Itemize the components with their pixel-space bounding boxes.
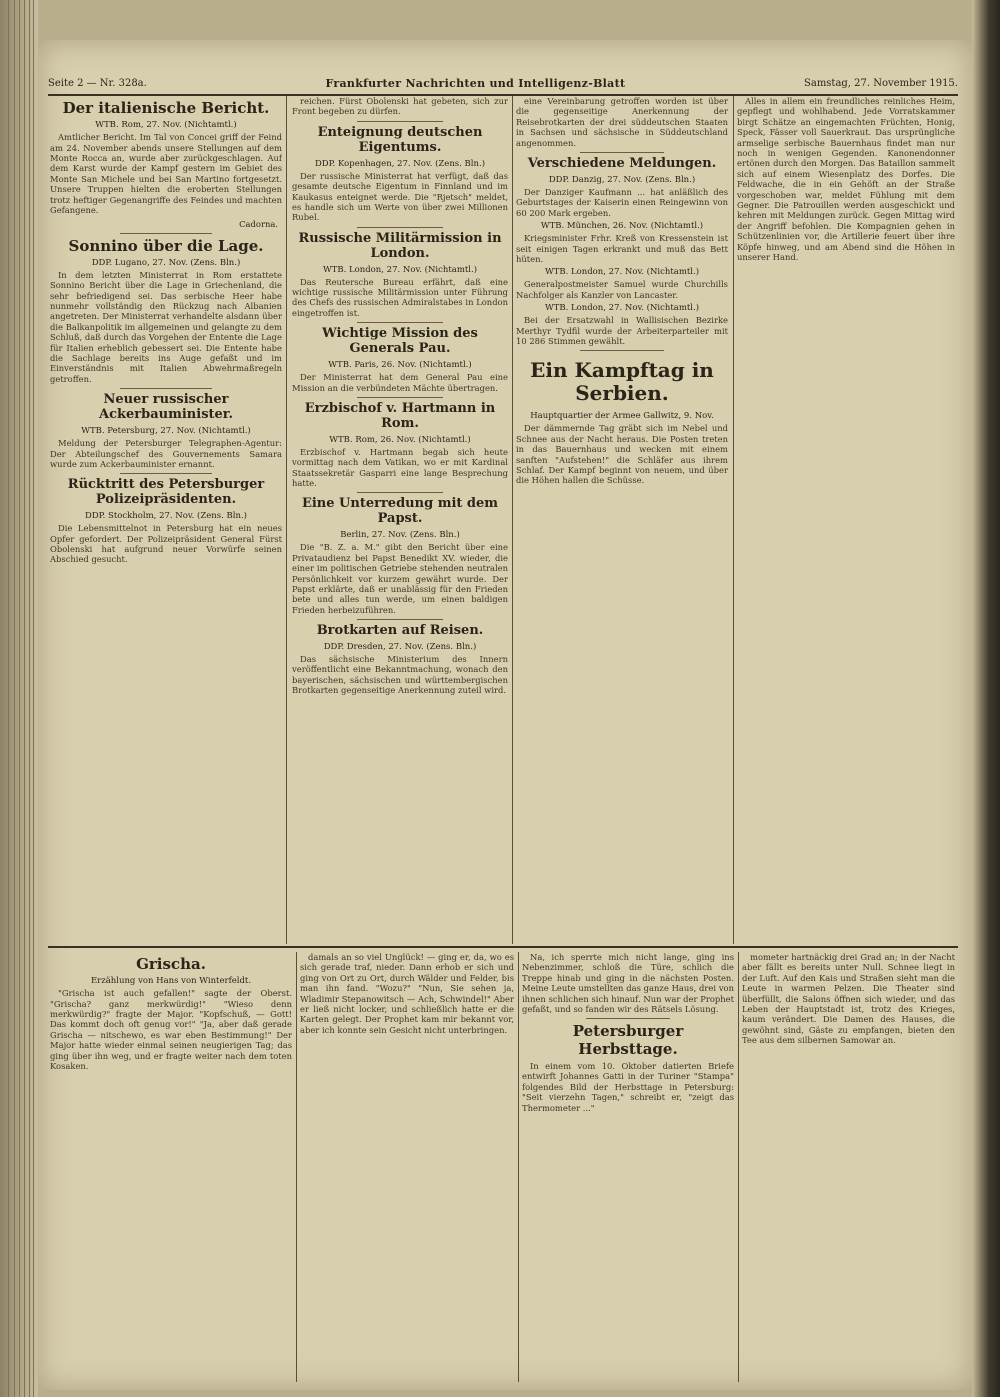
feuilleton-text: damals an so viel Unglück! — ging er, da, wo es sich gerade traf, nieder. Dann erhob er sich und ging von Ort zu Ort, durch Wälder und Felder, bis man ihn fand. "Wozu?" "Nun, Sie sehen ja, Wladimir Stepanowitsch — Ach, Schwindel!" Aber er ließ nicht locker, und schließlich hatte er die Karten gelegt. Der Prophet kam mir bekannt vor, aber ich konnte sein Gesicht nicht unterbringen. [300,952,514,1035]
dateline: WTB. Rom, 27. Nov. (Nichtamtl.) [95,120,237,131]
column-3 [516,96,728,944]
signature: Cadorna. [239,218,278,229]
article-text: Bei der Ersatzwahl in Wallisischen Bezirke Merthyr Tydfil wurde der Arbeiterparteiler mit 10 286 Stimmen gewählt. [516,315,728,347]
article-text: Erzbischof v. Hartmann begab sich heute vormittag nach dem Vatikan, wo er mit Kardinal Staatssekretär Gasparri eine lange Besprechung hatte. [292,446,508,488]
column-4 [737,96,955,944]
divider [357,121,443,122]
binding-edge [0,0,38,1397]
article-title: Enteignung deutschen Eigentums. [317,124,483,155]
dateline: WTB. London, 27. Nov. (Nichtamtl.) [322,264,478,275]
article-title: Der italienische Bericht. [62,99,270,117]
dateline: DDP. Danzig, 27. Nov. (Zens. Bln.) [548,174,696,185]
column-rule [286,96,287,944]
divider [357,619,443,620]
article-title: Brotkarten auf Reisen. [316,623,484,639]
feuilleton-column-2 [300,952,514,1382]
divider [120,388,213,389]
page-header [48,74,958,96]
column-2 [292,96,508,944]
article-text: eine Vereinbarung getroffen worden ist über die gegenseitige Anerkennung der Reisebrotkarten der drei süddeutschen Staaten in Sachsen und sächsische in Süddeutschland angenommen. [516,96,728,148]
divider [357,397,443,398]
article-text: reichen. Fürst Obolenski hat gebeten, sich zur Front begeben zu dürfen. [292,96,508,117]
divider [120,473,213,474]
dateline: DDP. Kopenhagen, 27. Nov. (Zens. Bln.) [314,158,486,169]
article-text: Der russische Ministerrat hat verfügt, daß das gesamte deutsche Eigentum in Finnland und im Kaukasus enteignet werde. Die "Rjetsch" meldet, es handle sich um Werte von über zwei Millionen Rubel. [292,170,508,223]
issue-date: Samstag, 27. November 1915. [804,77,958,89]
column-rule [738,952,739,1382]
divider [580,152,665,153]
article-title: Petersburger Herbsttage. [572,1022,684,1058]
feuilleton-text: In einem vom 10. Oktober datierten Briefe entwirft Johannes Gatti in der Turiner "Stampa" folgendes Bild der Herbsttage in Petersburg: "Seit vierzehn Tagen," schreibt er, "zeigt das Thermometer ..." [522,1060,734,1113]
article-text: Der Danziger Kaufmann ... hat anläßlich des Geburtstages der Kaiserin einen Reingewinn von 60 200 Mark ergeben. [516,186,728,218]
divider [580,350,665,351]
feuilleton-text: mometer hartnäckig drei Grad an; in der Nacht aber fällt es bereits unter Null. Schnee liegt in der Luft. Auf den Kais und Straßen sieht man die Leute in warmen Pelzen. Die Theater sind überfüllt, die Salons öffnen sich wieder, und das Leben der Hauptstadt ist, trotz des Krieges, kaum verändert. Die Damen des Hauses, die gewöhnt sind, Gäste zu empfangen, bieten den Tee aus dem silbernen Samowar an. [742,952,955,1046]
article-title: Sonnino über die Lage. [68,236,264,255]
dateline: DDP. Lugano, 27. Nov. (Zens. Bln.) [91,257,241,268]
article-text: Alles in allem ein freundliches reinliches Heim, gepflegt und wohlhabend. Jede Vorratskammer birgt Schätze an eingemachten Früchten, Honig, Speck, Fässer voll Sauerkraut. Das ursprüngliche armselige serbische Bauernhaus findet man nur noch in wenigen Gegenden. Kanonendonner ertönen durch den Morgen. Das Bataillon sammelt sich auf einem Wiesenplatz des Dorfes. Die Feldwache, die in ein Gehöft an der Straße vorgeschoben war, meldet Fühlung mit dem Gegner. Die Patrouillen werden ausgeschickt und kehren mit Meldungen zurück. Gegen Mittag wird der Angriff befohlen. Die Kompagnien gehen in Schützenlinien vor, die Artillerie feuert über ihre Köpfe hinweg, und am Abend sind die Höhen in unserer Hand. [737,96,955,263]
article-title: Neuer russischer Ackerbauminister. [99,392,233,423]
article-title: Ein Kampftag in Serbien. [530,358,714,406]
divider [586,1018,671,1019]
masthead: Frankfurter Nachrichten und Intelligenz-Blatt [325,76,626,90]
feuilleton-column-1 [50,952,292,1382]
column-rule [733,96,734,944]
dateline: WTB. London, 27. Nov. (Nichtamtl.) [544,267,700,278]
column-rule [518,952,519,1382]
article-title: Rücktritt des Petersburger Polizeipräsidenten. [67,477,265,508]
dateline: WTB. München, 26. Nov. (Nichtamtl.) [540,221,704,232]
column-1 [50,96,282,944]
divider [357,322,443,323]
article-text: In dem letzten Ministerrat in Rom erstattete Sonnino Bericht über die Lage in Griechenland, die sehr befriedigend sei. Das serbische Heer habe nunmehr vollständig den Rückzug nach Albanien angetreten. Der Ministerrat verhandelte alsdann über die Balkanpolitik im allgemeinen und gelangte zu dem Schluß, daß durch das Vorgehen der Entente die Lage für Italien erheblich gebessert sei. Die Entente habe die Sachlage bereits ins Auge gefaßt und im Einverständnis mit Italien Abwehrmaßregeln getroffen. [50,269,282,384]
article-text: Amtlicher Bericht. Im Tal von Concei griff der Feind am 24. November abends unsere Stellungen auf dem Monte Rocca an, wurde aber zurückgeschlagen. Auf dem Karst wurde der Kampf gestern im Gebiet des Monte San Michele und bei San Martino fortgesetzt. Unsere Truppen hielten die eroberten Stellungen trotz heftiger Gegenangriffe des Feindes und machten Gefangene. [50,132,282,216]
column-rule [512,96,513,944]
divider [357,227,443,228]
article-text: Die "B. Z. a. M." gibt den Bericht über eine Privataudienz bei Papst Benedikt XV. wieder, die einer im politischen Getriebe stehenden neutralen Persönlichkeit vor kurzem gewährt wurde. Der Papst erklärte, daß er unablässig für den Frieden bete und alles tun werde, um einen baldigen Frieden herbeizuführen. [292,542,508,615]
article-title: Erzbischof v. Hartmann in Rom. [304,400,496,431]
article-text: Meldung der Petersburger Telegraphen-Agentur: Der Abteilungschef des Gouvernements Samara wurde zum Ackerbauminister ernannt. [50,438,282,469]
article-title: Wichtige Mission des Generals Pau. [322,326,478,357]
divider [357,492,443,493]
feuilleton-column-3 [522,952,734,1382]
dateline: WTB. London, 27. Nov. (Nichtamtl.) [544,303,700,314]
dateline: WTB. Petersburg, 27. Nov. (Nichtamtl.) [81,426,251,437]
article-text: Generalpostmeister Samuel wurde Churchills Nachfolger als Kanzler von Lancaster. [516,279,728,300]
article-text: Der dämmernde Tag gräbt sich im Nebel und Schnee aus der Nacht heraus. Die Posten treten in das Bauernhaus und wecken mit einem sanften "Aufstehen!" die Schläfer aus ihrem Schlaf. Der Kampf beginnt von neuem, und über die Höhen hallen die Schüsse. [516,423,728,486]
article-text: Der Ministerrat hat dem General Pau eine Mission an die verbündeten Mächte übertragen. [292,372,508,393]
article-text: Die Lebensmittelnot in Petersburg hat ein neues Opfer gefordert. Der Polizeipräsident General Fürst Obolenski hat aufgrund neuer Vorwürfe seinen Abschied gesucht. [50,523,282,565]
article-text: Kriegsminister Frhr. Kreß von Kressenstein ist seit einigen Tagen erkrankt und muß das Bett hüten. [516,233,728,264]
feuilleton-column-4 [742,952,955,1382]
dateline: Hauptquartier der Armee Gallwitz, 9. Nov. [530,411,714,422]
article-title: Eine Unterredung mit dem Papst. [301,496,499,527]
dateline: DDP. Stockholm, 27. Nov. (Zens. Bln.) [85,511,247,522]
page-edge-shadow [972,0,1000,1397]
article-title: Russische Militärmission in London. [298,230,502,261]
dateline: WTB. Rom, 26. Nov. (Nichtamtl.) [329,434,471,445]
dateline: DDP. Dresden, 27. Nov. (Zens. Bln.) [323,642,477,653]
feuilleton-byline: Erzählung von Hans von Winterfeldt. [90,976,252,987]
feuilleton-rule [48,946,958,948]
feuilleton-title: Grischa. [136,955,206,973]
dateline: WTB. Paris, 26. Nov. (Nichtamtl.) [328,360,472,371]
article-text: Das sächsische Ministerium des Innern veröffentlicht eine Bekanntmachung, wonach den bayerischen, sächsischen und württembergischen Brotkarten gegenseitige Anerkennung zuteil wird. [292,654,508,696]
article-text: Das Reutersche Bureau erfährt, daß eine wichtige russische Militärmission unter Führung des Chefs des russischen Admiralstabes in London eingetroffen ist. [292,276,508,318]
dateline: Berlin, 27. Nov. (Zens. Bln.) [340,530,460,541]
divider [120,233,213,234]
feuilleton-text: "Grischa ist auch gefallen!" sagte der Oberst. "Grischa? ganz merkwürdig!" "Wieso denn merkwürdig?" fragte der Major. "Kopfschuß, — Gott! Das kommt doch oft genug vor!" "Ja, aber daß gerade Grischa — nitschewo, es war eben Bestimmung!" Der Major hatte wieder einmal seinen neugierigen Tag; das ging über ihn weg, und er fragte weiter nach dem toten Kosaken. [50,988,292,1072]
article-title: Verschiedene Meldungen. [527,156,717,172]
page-number: Seite 2 — Nr. 328a. [48,77,147,89]
feuilleton-text: Na, ich sperrte mich nicht lange, ging ins Nebenzimmer, schloß die Türe, schlich die Treppe hinab und ging in die nächsten Posten. Meine Leute umstellten das ganze Haus, drei von ihnen schlichen sich hinauf. Nun war der Prophet gefaßt, und so fanden wir des Rätsels Lösung. [522,952,734,1015]
column-rule [296,952,297,1382]
